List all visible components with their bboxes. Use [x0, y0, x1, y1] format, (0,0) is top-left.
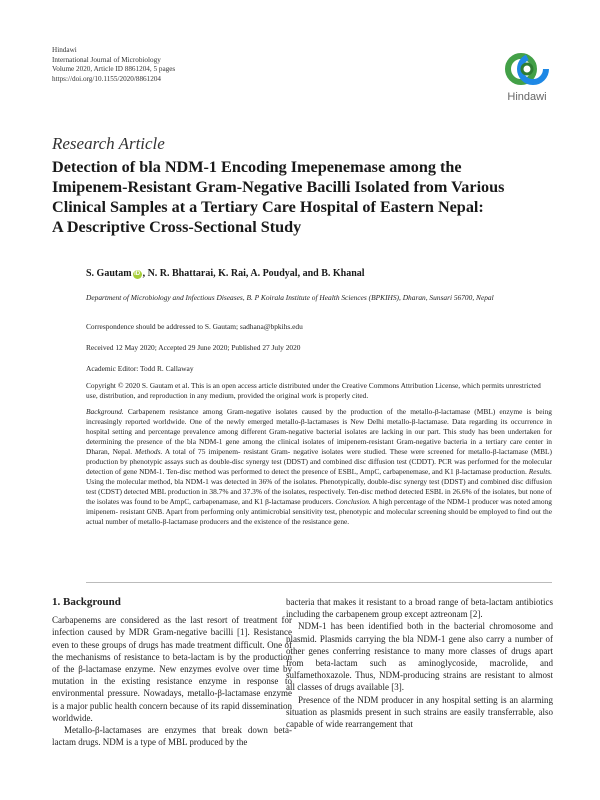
doi-link[interactable]: https://doi.org/10.1155/2020/8861204: [52, 74, 162, 83]
orcid-icon[interactable]: iD: [134, 271, 141, 277]
title-line: A Descriptive Cross-Sectional Study: [52, 218, 302, 236]
abstract-background: Carbapenem resistance among Gram-negative isolates caused by the production of the metallo-β-lactamase (MBL) enzyme is being increasingly reported worldwide. One of the newly emerged metallo-β-lactamases is New Delhi metallo-β-lactamase. Data regarding its occurrence in hospital setting and percentage prevalence among different Gram-negative bacterial isolates are lacking in our part. This study has been undertaken for determining the presence of the bla NDM-1 gene among the clinical isolates of imipenem-resistant Gram-negative bacteria in a tertiary care center in Dharan, Nepal.: [86, 407, 552, 456]
section-divider: [86, 582, 552, 583]
hindawi-logo-text: Hindawi: [507, 91, 547, 103]
body-column-left: [52, 596, 292, 748]
volume-info: Volume 2020, Article ID 8861204, 5 pages: [52, 65, 176, 74]
title-line: Imipenem-Resistant Gram-Negative Bacilli Isolated from Various: [52, 178, 505, 196]
article-type: Research Article: [52, 134, 165, 153]
abstract: [86, 407, 552, 527]
body-paragraph: bacteria that makes it resistant to a broad range of beta-lactam antibiotics including the carbapenem group except aztreonam [2].: [286, 597, 553, 620]
title-line: Clinical Samples at a Tertiary Care Hospital of Eastern Nepal:: [52, 198, 484, 216]
copyright-notice: Copyright © 2020 S. Gautam et al. This is an open access article distributed under the Creative Commons Attribution License, which permits unrestricted use, distribution, and reproduction in any medium, provided the original work is properly cited.: [86, 381, 541, 400]
body-paragraph: Carbapenems are considered as the last resort of treatment for infection caused by MDR Gram-negative bacilli [1]. Resistance even to these groups of drugs has made treatment difficult. One of the mechanisms of resistance to beta-lactam is by the production of the β-lactamase enzyme. New enzymes evolve over time by mutation in the existing resistance enzyme in response to environmental pressure. Nowadays, metallo-β-lactamase enzyme is a major public health concern because of its rapid dissemination worldwide.: [52, 615, 292, 723]
correspondence: Correspondence should be addressed to S. Gautam; sadhana@bpkihs.edu: [86, 322, 303, 331]
article-title: [52, 157, 552, 237]
abstract-conclusion-label: Conclusion.: [335, 497, 371, 506]
author-list: [86, 268, 365, 279]
abstract-methods-label: Methods.: [135, 447, 163, 456]
body-paragraph: Presence of the NDM producer in any hospital setting is an alarming situation as plasmids present in such strains are easily transferrable, also capable of wide rearrangement that: [286, 694, 553, 730]
affiliation: Department of Microbiology and Infectious Diseases, B. P Koirala Institute of Health Sciences (BPKIHS), Dharan, Sunsari 56700, Nepal: [86, 293, 494, 302]
abstract-methods: A total of 75 imipenem- resistant Gram- negative isolates were studied. These were screened for metallo-β-lactamase (MBL) production by phenotypic assays such as double-disc synergy test (DDST) and combined disc diffusion test (CDDT). PCR was performed for the molecular detection of gene NDM-1. Ten-disc method was performed to detect the presence of ESBL, AmpC, carbapenemase, and K1 β-lactamase production.: [86, 447, 552, 476]
journal-meta: [52, 46, 175, 84]
abstract-results-label: Results.: [528, 467, 552, 476]
publisher-name: Hindawi: [52, 46, 77, 54]
body-paragraph: Metallo-β-lactamases are enzymes that break down beta-lactam drugs. NDM is a type of MBL produced by the: [52, 725, 292, 748]
author-first[interactable]: S. Gautam: [86, 268, 132, 279]
academic-editor: Academic Editor: Todd R. Callaway: [86, 364, 194, 373]
abstract-results: Using the molecular method, bla NDM-1 was detected in 36% of the isolates. Phenotypically, double-disc synergy test (DDST) and combined disc diffusion test (CDST) detected MBL production in 38.7% and 37.3% of the isolates, respectively. Ten-disc method detected ESBL in 26.6% of the isolates, but none of the isolates was found to be AmpC, carbapenamase, and K1 β-lactamase producers.: [86, 477, 552, 506]
journal-name: International Journal of Microbiology: [52, 55, 161, 64]
publication-dates: Received 12 May 2020; Accepted 29 June 2020; Published 27 July 2020: [86, 343, 301, 352]
body-column-right: [286, 596, 553, 730]
body-paragraph: NDM-1 has been identified both in the bacterial chromosome and plasmid. Plasmids carrying the bla NDM-1 gene also carry a number of other genes conferring resistance to many more classes of drugs apart from beta-lactam such as aminoglycoside, macrolide, and sulfamethoxazole. Thus, NDM-producing strains are resistant to almost all classes of drugs available [3].: [286, 621, 553, 693]
abstract-background-label: Background.: [86, 407, 124, 416]
title-line: Detection of bla NDM-1 Encoding Imepenemase among the: [52, 158, 462, 176]
section-heading: 1. Background: [52, 596, 121, 608]
abstract-conclusion: A high percentage of the NDM-1 producer was noted among imipenem- resistant GNB. Apart from performing only antimicrobial sensitivity test, phenotypic and molecular screening should be employed to find out the actual number of metallo-β-lactamase producers and the existence of the resistance gene.: [86, 497, 552, 526]
author-rest: , N. R. Bhattarai, K. Rai, A. Poudyal, and B. Khanal: [142, 268, 365, 279]
